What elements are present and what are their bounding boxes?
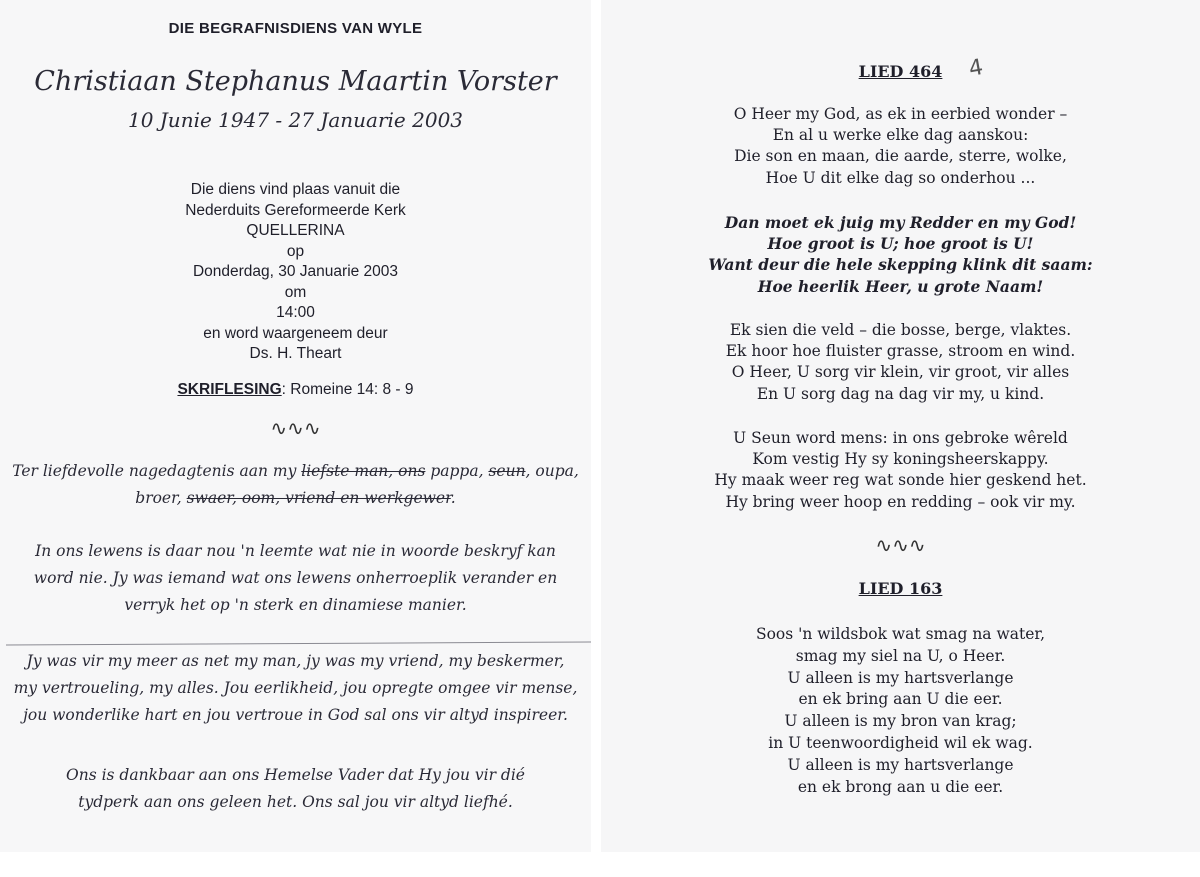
verse-line: Soos 'n wildsbok wat smag na water, (755, 625, 1046, 643)
scripture-reference: Romeine 14: 8 - 9 (290, 381, 414, 398)
verse-line: en ek brong aan u die eer. (797, 777, 1004, 796)
tribute-text: . (450, 489, 456, 507)
page-gap (591, 0, 601, 877)
service-line: en word waargeneem deur (203, 324, 388, 342)
tribute-line: tydperk aan ons geleen het. Ons sal jou vir altyd liefhé. (78, 793, 513, 811)
verse-line: U alleen is my hartsverlange (787, 668, 1014, 687)
service-line: Die diens vind plaas vanuit die (190, 181, 401, 198)
tribute-dedication (0, 458, 591, 512)
struck-text: seun (488, 462, 526, 480)
hymn-verse-1 (601, 104, 1200, 189)
verse-line: O Heer, U sorg vir klein, vir groot, vir alles (731, 363, 1070, 382)
ornament-divider-icon: ∿∿∿ (875, 533, 926, 557)
scripture-label: SKRIFLESING (177, 381, 282, 398)
service-line: Ds. H. Theart (249, 345, 342, 362)
verse-line: U alleen is my bron van krag; (784, 712, 1017, 731)
verse-line: smag my siel na U, o Heer. (795, 646, 1006, 665)
verse-line: Want deur die hele skepping klink dit saam: (708, 255, 1093, 275)
tribute-line: Jy was vir my meer as net my man, jy was my vriend, my beskermer, (26, 652, 565, 670)
verse-line: Hoe U dit elke dag so onderhou ... (765, 168, 1036, 187)
tribute-line: word nie. Jy was iemand wat ons lewens onherroeplik verander en (33, 569, 558, 587)
scan-margin (0, 852, 1200, 877)
verse-line: Die son en maan, die aarde, sterre, wolke, (734, 147, 1067, 166)
verse-line: Hoe heerlik Heer, u grote Naam! (757, 276, 1044, 296)
struck-text: swaer, oom, vriend en werkgewer (186, 489, 451, 507)
hymn-title-464: LIED 464 (858, 62, 943, 81)
scripture-reading (0, 381, 591, 399)
service-line: 14:00 (276, 304, 315, 321)
verse-line: En U sorg dag na dag vir my, u kind. (756, 384, 1045, 403)
tribute-line (0, 458, 591, 485)
verse-line: O Heer my God, as ek in eerbied wonder – (733, 105, 1068, 123)
struck-text: liefste man, ons (301, 462, 426, 480)
left-page (0, 0, 592, 852)
service-line: om (284, 283, 307, 301)
ornament-divider-icon: ∿∿∿ (270, 416, 321, 440)
hymn-title-163: LIED 163 (858, 579, 943, 598)
tribute-line: jou wonderlike hart en jou vertroue in God sal ons vir altyd inspireer. (23, 706, 568, 724)
verse-line: in U teenwoordigheid wil ek wag. (768, 733, 1033, 752)
deceased-name: Christiaan Stephanus Maartin Vorster (34, 66, 557, 97)
scripture-colon: : (281, 381, 286, 398)
tribute-paragraph-2 (0, 648, 591, 729)
verse-line: En al u werke elke dag aanskou: (772, 126, 1029, 145)
tribute-text: Ter liefdevolle nagedagtenis aan my (12, 462, 302, 480)
service-details (0, 180, 591, 365)
tribute-paragraph-3 (0, 762, 591, 816)
verse-line: Hy bring weer hoop en redding – ook vir my. (725, 492, 1076, 511)
tribute-line: verryk het op 'n sterk en dinamiese manier. (124, 596, 467, 614)
tribute-line: Ons is dankbaar aan ons Hemelse Vader dat Hy jou vir dié (66, 766, 525, 784)
hymn-verse-3 (601, 428, 1200, 513)
verse-line: Dan moet ek juig my Redder en my God! (724, 213, 1077, 232)
hymn-verse-4 (601, 624, 1200, 798)
tribute-line: my vertroueling, my alles. Jou eerlikheid, jou opregte omgee vir mense, (13, 679, 578, 697)
service-line: Nederduits Gereformeerde Kerk (185, 201, 406, 219)
verse-line: U Seun word mens: in ons gebroke wêreld (733, 429, 1068, 447)
life-dates: 10 Junie 1947 - 27 Januarie 2003 (127, 108, 464, 132)
tribute-text: , oupa, (525, 462, 579, 480)
verse-line: Hy maak weer reg wat sonde hier geskend het. (714, 471, 1087, 490)
verse-line: Ek hoor hoe fluister grasse, stroom en wind. (725, 342, 1076, 361)
verse-line: U alleen is my hartsverlange (787, 755, 1014, 774)
handwritten-mark: 4 (966, 54, 986, 83)
hymn-verse-2 (601, 320, 1200, 405)
service-line: Donderdag, 30 Januarie 2003 (192, 263, 399, 280)
tribute-line (0, 485, 591, 512)
service-header: DIE BEGRAFNISDIENS VAN WYLE (168, 20, 423, 37)
verse-line: Kom vestig Hy sy koningsheerskappy. (752, 450, 1049, 469)
tribute-paragraph-1 (0, 538, 591, 619)
verse-line: Ek sien die veld – die bosse, berge, vlaktes. (729, 321, 1072, 339)
hymn-chorus (601, 212, 1200, 297)
verse-line: Hoe groot is U; hoe groot is U! (767, 234, 1034, 254)
service-line: QUELLERINA (246, 222, 345, 239)
right-page (601, 0, 1200, 852)
verse-line: en ek bring aan U die eer. (798, 690, 1003, 709)
tribute-line: In ons lewens is daar nou 'n leemte wat nie in woorde beskryf kan (35, 542, 556, 560)
service-line: op (286, 242, 305, 260)
tribute-text: broer, (135, 489, 187, 507)
tribute-text: pappa, (425, 462, 489, 480)
fold-line (6, 641, 591, 645)
